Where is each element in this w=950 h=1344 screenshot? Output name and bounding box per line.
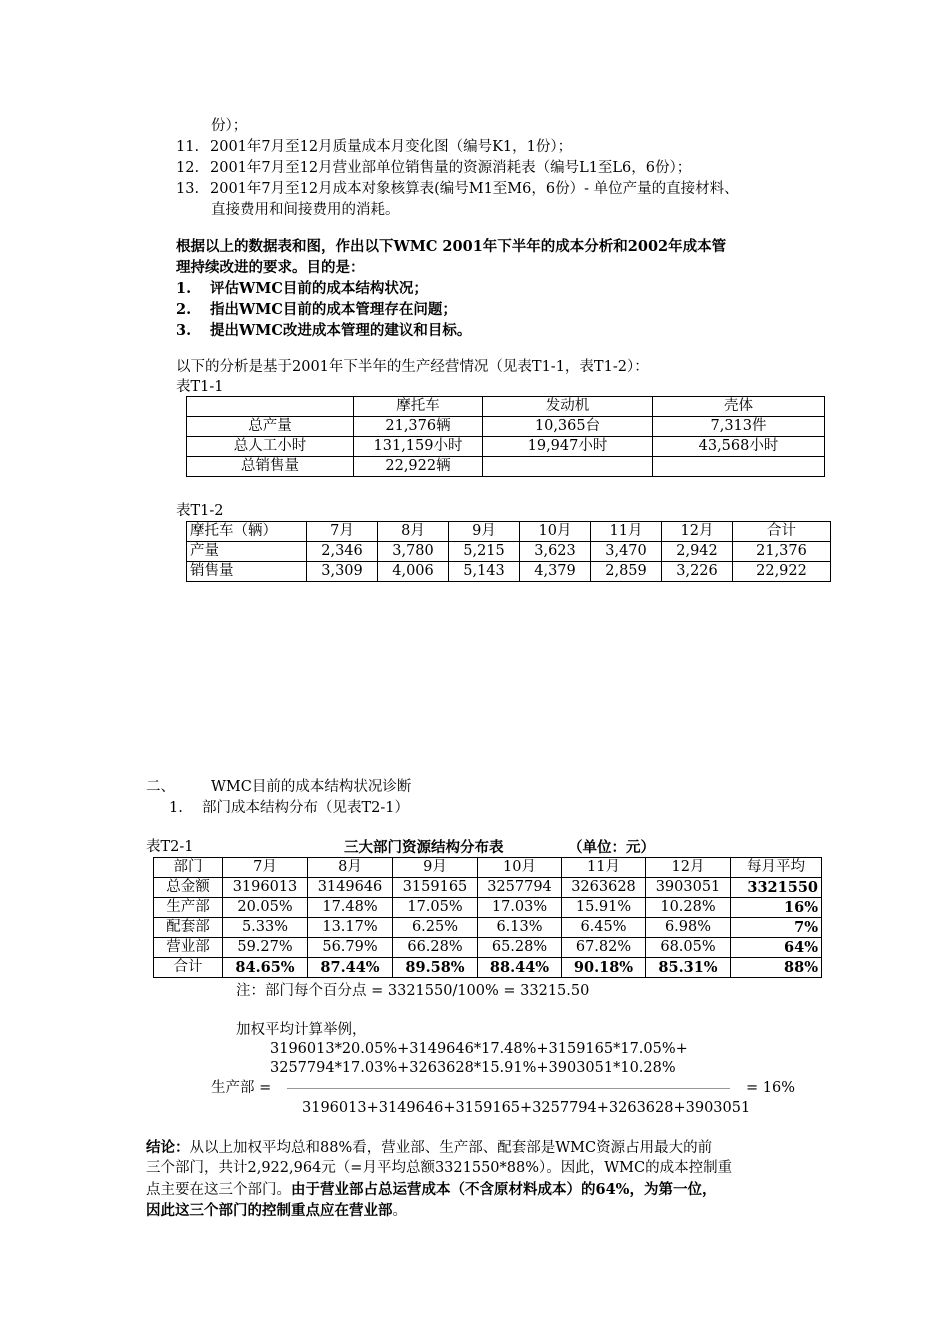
requirement-item-3 [176, 320, 471, 341]
list-text: 提出WMC改进成本管理的建议和目标。 [210, 322, 472, 339]
table-row [154, 898, 822, 918]
table-cell: 3257794 [478, 878, 562, 898]
table-cell: 90.18% [562, 958, 646, 978]
table-header-cell: 8月 [378, 522, 449, 542]
table-cell: 84.65% [223, 958, 308, 978]
table-cell: 56.79% [308, 938, 393, 958]
list-text: 指出WMC目前的成本管理存在问题； [210, 301, 457, 318]
table-t1-2 [186, 521, 831, 582]
conclusion-emphasis: 因此这三个部门的控制重点应在营业部 [146, 1202, 393, 1219]
table-row [187, 562, 831, 582]
table-cell: 88% [731, 958, 822, 978]
table-row [154, 918, 822, 938]
table-cell: 3196013 [223, 878, 308, 898]
table-cell: 13.17% [308, 918, 393, 938]
table-cell: 6.98% [646, 918, 731, 938]
list-number: 1. [176, 280, 192, 297]
list-number: 11. [176, 139, 200, 155]
conclusion-line4 [146, 1200, 407, 1222]
formula-rhs: = 16% [746, 1080, 795, 1096]
table-cell: 89.58% [393, 958, 478, 978]
table-title: 三大部门资源结构分布表 [344, 839, 504, 856]
list-text: 评估WMC目前的成本结构状况； [210, 280, 428, 297]
table-cell: 67.82% [562, 938, 646, 958]
table-header-cell: 摩托车（辆） [187, 522, 307, 542]
table-cell: 5.33% [223, 918, 308, 938]
table-row [187, 542, 831, 562]
table-header-cell: 10月 [520, 522, 591, 542]
table-header-cell: 壳体 [653, 397, 825, 417]
table-cell: 总产量 [187, 417, 354, 437]
table-header-cell: 11月 [591, 522, 662, 542]
table-cell: 4,379 [520, 562, 591, 582]
table-cell: 85.31% [646, 958, 731, 978]
list-text: 2001年7月至12月成本对象核算表(编号M1至M6，6份）- 单位产量的直接材料、 [210, 181, 739, 197]
table-cell: 131,159小时 [354, 437, 483, 457]
table-cell: 19,947小时 [483, 437, 653, 457]
table-cell: 3321550 [731, 878, 822, 898]
table-cell: 6.25% [393, 918, 478, 938]
table-cell: 7% [731, 918, 822, 938]
table-cell: 64% [731, 938, 822, 958]
table-cell: 16% [731, 898, 822, 918]
table-cell: 3,309 [307, 562, 378, 582]
analysis-basis: 以下的分析是基于2001年下半年的生产经营情况（见表T1-1，表T1-2）： [176, 359, 649, 375]
requirements-intro-line2: 理持续改进的要求。目的是： [176, 259, 365, 276]
table-cell: 6.13% [478, 918, 562, 938]
table-cell: 21,376辆 [354, 417, 483, 437]
table-header-cell: 12月 [646, 858, 731, 878]
table-cell: 3149646 [308, 878, 393, 898]
table-header-cell: 9月 [393, 858, 478, 878]
table-cell: 3,226 [662, 562, 733, 582]
table-cell: 合计 [154, 958, 223, 978]
table-cell: 7,313件 [653, 417, 825, 437]
table-cell: 65.28% [478, 938, 562, 958]
table-cell: 17.48% [308, 898, 393, 918]
list-item-12 [176, 158, 691, 179]
table-header-cell: 11月 [562, 858, 646, 878]
table-cell: 总人工小时 [187, 437, 354, 457]
table-cell: 3903051 [646, 878, 731, 898]
table-note: 注：部门每个百分点 = 3321550/100% = 33215.50 [236, 983, 590, 999]
table-label-t1-2: 表T1-2 [176, 503, 224, 519]
table-cell: 17.03% [478, 898, 562, 918]
table-cell: 3263628 [562, 878, 646, 898]
conclusion-text: 。 [392, 1203, 407, 1219]
table-cell: 2,942 [662, 542, 733, 562]
table-cell: 43,568小时 [653, 437, 825, 457]
requirement-item-1 [176, 278, 428, 299]
table-cell: 销售量 [187, 562, 307, 582]
table-cell: 17.05% [393, 898, 478, 918]
table-header-cell: 合计 [733, 522, 831, 542]
formula-numerator-line2: 3257794*17.03%+3263628*15.91%+3903051*10.28% [270, 1060, 676, 1076]
conclusion-line2: 三个部门，共计2,922,964元（=月平均总额3321550*88%）。因此，WMC的成本控制重 [146, 1160, 733, 1176]
fraction-bar [287, 1088, 730, 1089]
table-t1-1 [186, 396, 825, 477]
table-row [154, 878, 822, 898]
table-header-cell: 部门 [154, 858, 223, 878]
table-t2-1 [153, 857, 822, 978]
table-header-cell: 摩托车 [354, 397, 483, 417]
table-header-cell: 7月 [223, 858, 308, 878]
table-cell: 10,365台 [483, 417, 653, 437]
table-header-row [154, 858, 822, 878]
table-cell: 2,346 [307, 542, 378, 562]
table-row [187, 417, 825, 437]
section-number: 二、 [146, 779, 175, 795]
list-continuation: 份）； [211, 118, 248, 134]
table-row [154, 958, 822, 978]
list-number: 13. [176, 181, 200, 197]
table-cell: 88.44% [478, 958, 562, 978]
table-row [154, 938, 822, 958]
table-cell: 22,922 [733, 562, 831, 582]
conclusion-text: 点主要在这三个部门。 [146, 1182, 291, 1198]
requirements-intro-line1: 根据以上的数据表和图，作出以下WMC 2001年下半年的成本分析和2002年成本管 [176, 238, 727, 255]
conclusion-line3 [146, 1179, 716, 1201]
list-item-11 [176, 137, 572, 158]
table-cell: 68.05% [646, 938, 731, 958]
list-item-13 [176, 179, 739, 200]
section-title: WMC目前的成本结构状况诊断 [211, 779, 412, 795]
example-title: 加权平均计算举例， [236, 1022, 367, 1038]
table-header-cell: 每月平均 [731, 858, 822, 878]
table-cell: 5,143 [449, 562, 520, 582]
table-cell: 5,215 [449, 542, 520, 562]
list-number: 3. [176, 322, 192, 339]
table-cell: 产量 [187, 542, 307, 562]
conclusion-emphasis: 由于营业部占总运营成本（不含原材料成本）的64%，为第一位， [291, 1181, 717, 1198]
conclusion-text: 从以上加权平均总和88%看，营业部、生产部、配套部是WMC资源占用最大的前 [189, 1140, 713, 1156]
table-label-t2-1: 表T2-1 [146, 839, 194, 855]
table-cell: 59.27% [223, 938, 308, 958]
table-cell: 3159165 [393, 878, 478, 898]
table-cell: 总销售量 [187, 457, 354, 477]
table-header-cell: 10月 [478, 858, 562, 878]
table-row [187, 437, 825, 457]
table-header-cell: 9月 [449, 522, 520, 542]
table-label-t1-1: 表T1-1 [176, 379, 224, 395]
list-number: 2. [176, 301, 192, 318]
table-cell: 生产部 [154, 898, 223, 918]
table-cell: 10.28% [646, 898, 731, 918]
table-row [187, 457, 825, 477]
table-cell: 3,780 [378, 542, 449, 562]
list-text: 2001年7月至12月质量成本月变化图（编号K1，1份）； [210, 139, 573, 155]
table-cell: 2,859 [591, 562, 662, 582]
formula-numerator-line1: 3196013*20.05%+3149646*17.48%+3159165*17.05%+ [270, 1041, 688, 1057]
table-cell: 配套部 [154, 918, 223, 938]
table-cell [653, 457, 825, 477]
table-cell [483, 457, 653, 477]
table-cell: 21,376 [733, 542, 831, 562]
table-header-cell: 发动机 [483, 397, 653, 417]
table-header-row [187, 397, 825, 417]
table-cell: 4,006 [378, 562, 449, 582]
table-cell: 66.28% [393, 938, 478, 958]
table-cell: 营业部 [154, 938, 223, 958]
list-number: 12. [176, 160, 200, 176]
subsection-number: 1. [169, 800, 183, 816]
table-unit: （单位：元） [568, 839, 655, 856]
subsection-title: 部门成本结构分布（见表T2-1） [202, 800, 410, 816]
table-header-cell: 7月 [307, 522, 378, 542]
requirement-item-2 [176, 299, 457, 320]
table-cell: 总金额 [154, 878, 223, 898]
table-cell: 6.45% [562, 918, 646, 938]
table-cell: 3,623 [520, 542, 591, 562]
table-cell: 15.91% [562, 898, 646, 918]
formula-denominator: 3196013+3149646+3159165+3257794+3263628+3903051 [302, 1100, 751, 1116]
table-header-cell [187, 397, 354, 417]
table-header-row [187, 522, 831, 542]
table-header-cell: 12月 [662, 522, 733, 542]
table-cell: 22,922辆 [354, 457, 483, 477]
conclusion-label: 结论： [146, 1139, 190, 1156]
table-header-cell: 8月 [308, 858, 393, 878]
formula-lhs: 生产部 = [211, 1080, 272, 1096]
table-cell: 20.05% [223, 898, 308, 918]
list-text: 2001年7月至12月营业部单位销售量的资源消耗表（编号L1至L6，6份）； [210, 160, 692, 176]
table-cell: 87.44% [308, 958, 393, 978]
table-cell: 3,470 [591, 542, 662, 562]
list-item-13-continuation: 直接费用和间接费用的消耗。 [211, 202, 400, 218]
conclusion-line1 [146, 1137, 712, 1159]
